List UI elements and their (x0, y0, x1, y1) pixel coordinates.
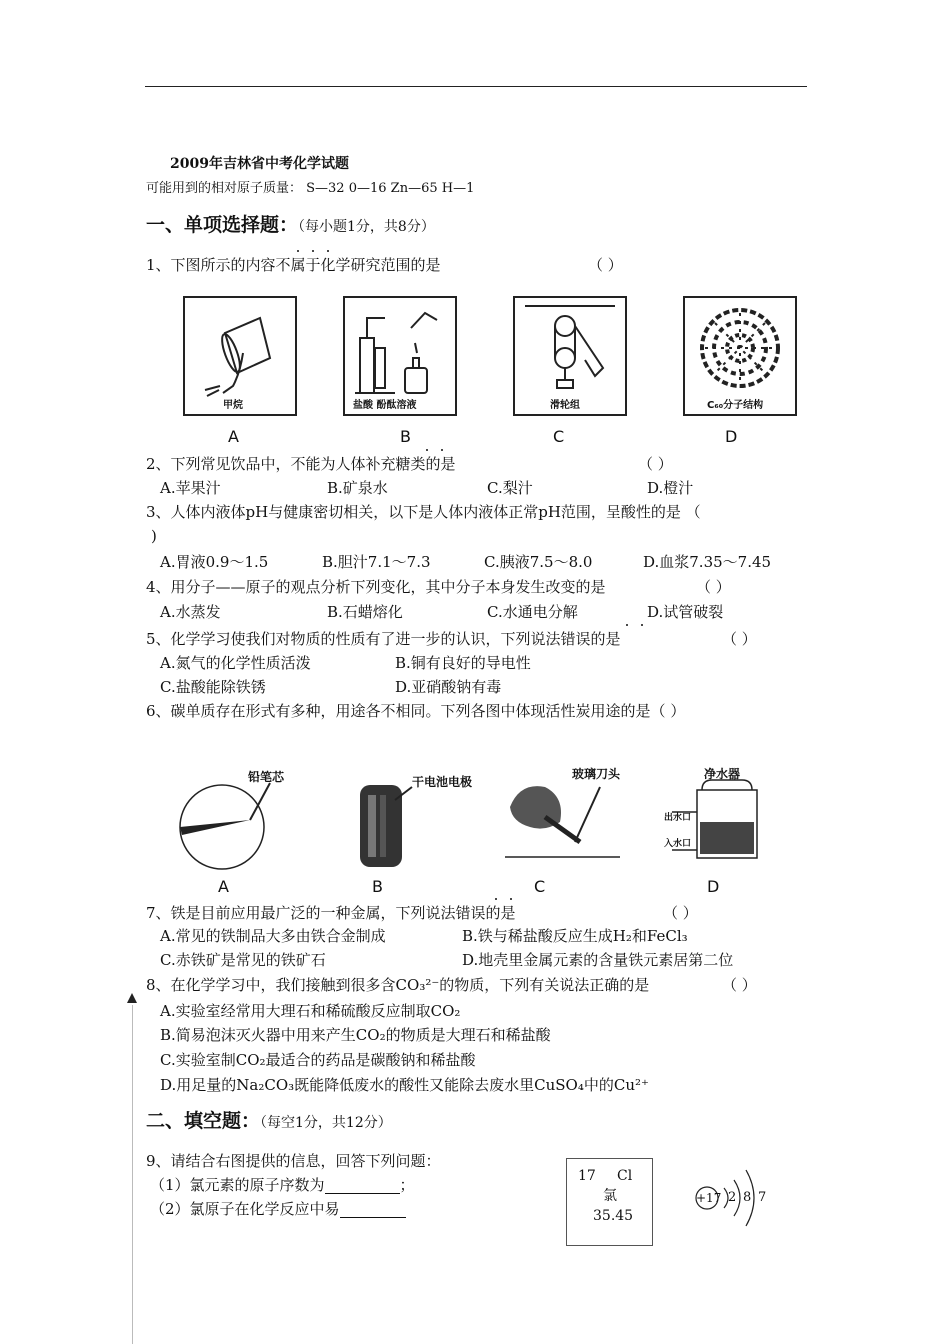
atom-shell-2: 8 (743, 1190, 752, 1205)
q9-blank-1[interactable] (325, 1177, 400, 1194)
element-mass: 35.45 (593, 1208, 634, 1224)
header-rule (145, 86, 807, 87)
q5-option-c: C.盐酸能除铁锈 (160, 678, 266, 696)
q6-caption-d: 净水器 (704, 767, 741, 781)
q8-option-b: B.简易泡沫灭火器中用来产生CO₂的物质是大理石和稀盐酸 (160, 1026, 551, 1044)
q1-image-d (683, 296, 797, 416)
q7-option-c: C.赤铁矿是常见的铁矿石 (160, 951, 326, 969)
margin-line (132, 1005, 133, 1344)
q1-letter-b: B (400, 427, 411, 446)
q2-option-b: B.矿泉水 (327, 479, 388, 497)
q6-image-d (662, 762, 762, 875)
q1-image-c (513, 296, 627, 416)
q5-option-a: A.氮气的化学性质活泼 (160, 654, 311, 672)
q4-option-b: B.石蜡熔化 (327, 603, 403, 621)
question-8: 8、在化学学习中，我们接触到很多含CO₃²⁻的物质，下列有关说法正确的是 (146, 976, 650, 994)
q6-letter-c: C (534, 877, 546, 896)
q1-answer-paren: （ ） (588, 256, 623, 274)
q1-letter-a: A (228, 427, 239, 446)
q6-letter-a: A (218, 877, 229, 896)
atomic-mass-note: 可能用到的相对原子质量： S—32 0—16 Zn—65 H—1 (146, 181, 475, 196)
q6-letter-d: D (707, 877, 720, 896)
element-number: 17 (578, 1168, 596, 1184)
q8-answer-paren: （ ） (722, 976, 757, 994)
q3-continuation: ) (151, 527, 157, 545)
q3-option-a: A.胃液0.9～1.5 (160, 553, 269, 571)
question-3: 3、人体内液体pH与健康密切相关，以下是人体内液体正常pH范围，呈酸性的是 （ (146, 503, 701, 521)
q5-option-d: D.亚硝酸钠有毒 (395, 678, 502, 696)
q3-option-d: D.血浆7.35～7.45 (643, 553, 772, 571)
q3-option-c: C.胰液7.5～8.0 (484, 553, 593, 571)
q6-letter-b: B (372, 877, 383, 896)
question-1: 1、下图所示的内容不属于化学研究范围的是 (146, 256, 441, 274)
q6-label-inlet: 入水口 (664, 839, 692, 849)
q2-option-c: C.梨汁 (487, 479, 533, 497)
q7-answer-paren: （ ） (663, 904, 698, 922)
atom-shell-1: 2 (728, 1190, 737, 1205)
q1-letter-c: C (553, 427, 565, 446)
question-7: 7、铁是目前应用最广泛的一种金属，下列说法错误的是 (146, 904, 516, 922)
q7-option-d: D.地壳里金属元素的含量铁元素居第二位 (462, 951, 734, 969)
q1-image-a (183, 296, 297, 416)
q2-option-d: D.橙汁 (647, 479, 694, 497)
q9-sub1: （1）氯元素的原子序数为 ； (150, 1176, 415, 1194)
q2-option-a: A.苹果汁 (160, 479, 221, 497)
q6-caption-a: 铅笔芯 (248, 770, 285, 784)
element-symbol: Cl (617, 1168, 633, 1184)
q1-caption-c: 滑轮组 (550, 400, 580, 411)
q1-caption-d: C₆₀分子结构 (707, 400, 764, 411)
question-4: 4、用分子——原子的观点分析下列变化，其中分子本身发生改变的是 (146, 578, 606, 596)
q6-caption-b: 干电池电极 (412, 775, 473, 789)
q4-answer-paren: （ ） (696, 578, 731, 596)
question-6: 6、碳单质存在形式有多种，用途各不相同。下列各图中体现活性炭用途的是（ ） (146, 702, 686, 720)
q4-option-a: A.水蒸发 (160, 603, 221, 621)
q1-letter-d: D (725, 427, 738, 446)
q8-option-c: C.实验室制CO₂最适合的药品是碳酸钠和稀盐酸 (160, 1051, 476, 1069)
question-5: 5、化学学习使我们对物质的性质有了进一步的认识，下列说法错误的是 (146, 630, 621, 648)
q9-blank-2[interactable] (340, 1201, 406, 1218)
q1-image-b (343, 296, 457, 416)
q4-option-d: D.试管破裂 (647, 603, 724, 621)
q7-option-b: B.铁与稀盐酸反应生成H₂和FeCl₃ (462, 927, 688, 945)
q8-option-d: D.用足量的Na₂CO₃既能降低废水的酸性又能除去废水里CuSO₄中的Cu²⁺ (160, 1076, 649, 1094)
question-9: 9、请结合右图提供的信息，回答下列问题： (146, 1152, 441, 1170)
q6-caption-c: 玻璃刀头 (572, 767, 621, 781)
page-title: 2009年吉林省中考化学试题 (170, 156, 349, 172)
q9-sub2: （2）氯原子在化学反应中易 (150, 1200, 406, 1218)
q6-image-b (350, 765, 490, 875)
element-card (566, 1158, 653, 1246)
atom-structure-diagram (690, 1160, 780, 1240)
section1-heading: 一、单项选择题：（每小题1分，共8分） (146, 214, 435, 236)
q2-answer-paren: （ ） (638, 455, 673, 473)
q1-caption-a: 甲烷 (223, 400, 243, 411)
margin-arrow-icon (127, 993, 137, 1003)
q6-image-a (178, 765, 288, 875)
q3-option-b: B.胆汁7.1～7.3 (322, 553, 431, 571)
element-name: 氯 (603, 1188, 617, 1204)
q4-option-c: C.水通电分解 (487, 603, 578, 621)
q7-option-a: A.常见的铁制品大多由铁合金制成 (160, 927, 386, 945)
q8-option-a: A.实验室经常用大理石和稀硫酸反应制取CO₂ (160, 1002, 461, 1020)
q5-answer-paren: （ ） (722, 630, 757, 648)
q5-option-b: B.铜有良好的导电性 (395, 654, 531, 672)
atom-nucleus: +17 (696, 1191, 722, 1205)
q6-image-c (500, 762, 640, 875)
q1-caption-b: 盐酸 酚酞溶液 (353, 400, 417, 411)
q6-label-outlet: 出水口 (664, 813, 692, 823)
atom-shell-3: 7 (758, 1190, 767, 1205)
question-2: 2、下列常见饮品中，不能为人体补充糖类的是 (146, 455, 456, 473)
section2-heading: 二、填空题：（每空1分，共12分） (146, 1110, 392, 1132)
